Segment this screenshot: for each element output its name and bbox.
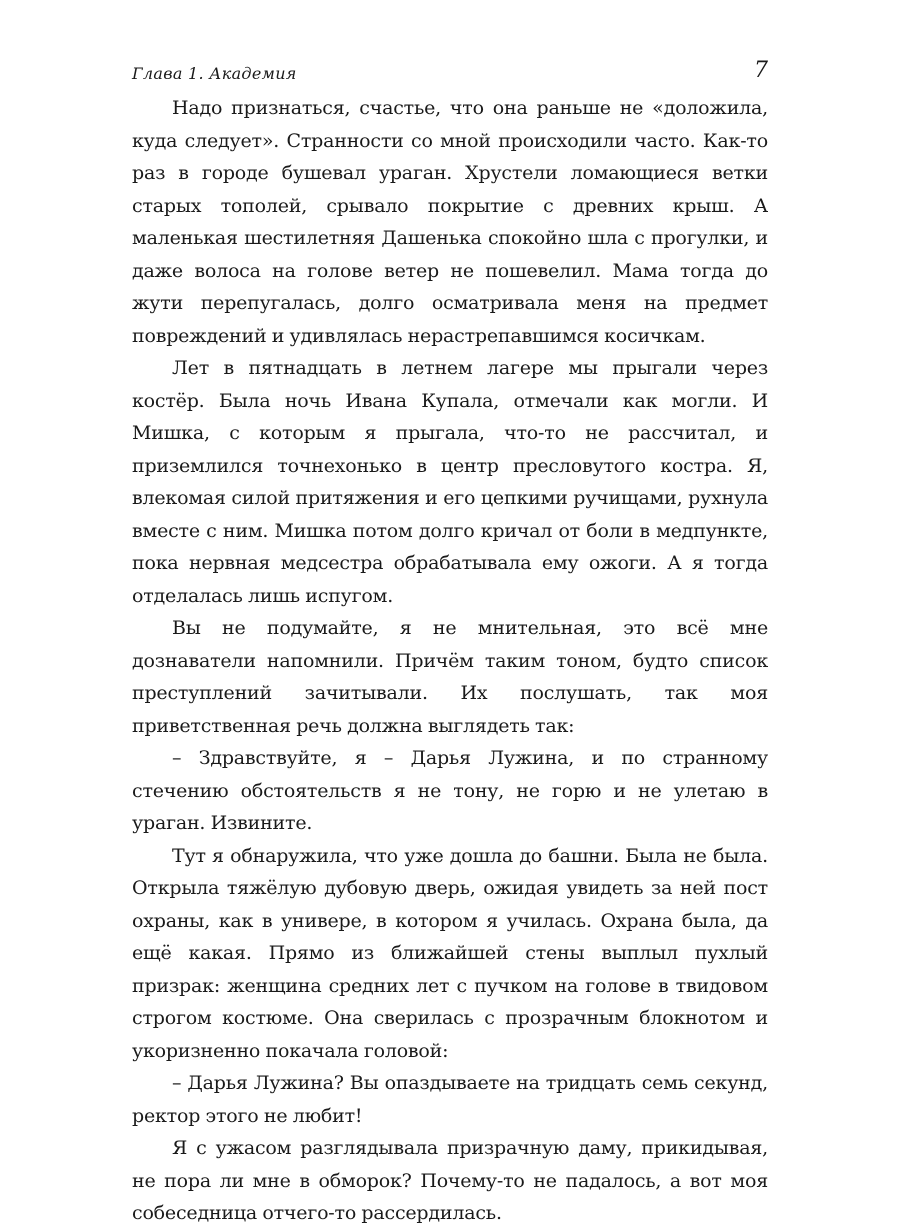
running-header <box>132 58 768 88</box>
body-text <box>132 92 768 1230</box>
dialogue-paragraph: – Дарья Лужина? Вы опаздываете на тридцать семь секунд, ректор этого не любит! <box>132 1072 768 1127</box>
paragraph: Лет в пятнадцать в летнем лагере мы прыгали через костёр. Была ночь Ивана Купала, отмечали как могли. И Мишка, с которым я прыгала, что-то не рассчитал, и приземлился точнехонько в центр пресловутого костра. Я, влекомая силой притяжения и его цепкими ручищами, рухнула вместе с ним. Мишка потом долго кричал от боли в медпункте, пока нервная медсестра обрабатывала ему ожоги. А я тогда отделалась лишь испугом. <box>132 357 768 607</box>
dialogue-paragraph: – Здравствуйте, я – Дарья Лужина, и по странному стечению обстоятельств я не тону, не горю и не улетаю в ураган. Извините. <box>132 747 768 834</box>
paragraph: Вы не подумайте, я не мнительная, это всё мне дознаватели напомнили. Причём таким тоном, будто список преступлений зачитывали. Их послушать, так моя приветственная речь должна выглядеть так: <box>132 617 768 737</box>
chapter-title: Глава 1. Академия <box>132 64 297 83</box>
paragraph: Надо признаться, счастье, что она раньше не «доложила, куда следует». Странности со мной происходили часто. Как-то раз в городе бушевал ураган. Хрустели ломающиеся ветки старых тополей, срывало покрытие с древних крыш. А маленькая шестилетняя Дашенька спокойно шла с прогулки, и даже волоса на голове ветер не пошевелил. Мама тогда до жути перепугалась, долго осматривала меня на предмет повреждений и удивлялась нерастрепавшимся косичкам. <box>132 97 768 347</box>
paragraph: Тут я обнаружила, что уже дошла до башни. Была не была. Открыла тяжёлую дубовую дверь, ожидая увидеть за ней пост охраны, как в универе, в котором я училась. Охрана была, да ещё какая. Прямо из ближайшей стены выплыл пухлый призрак: женщина средних лет с пучком на голове в твидовом строгом костюме. Она сверилась с прозрачным блокнотом и укоризненно покачала головой: <box>132 844 768 1062</box>
page-number: 7 <box>754 58 768 83</box>
paragraph: Я с ужасом разглядывала призрачную даму, прикидывая, не пора ли мне в обморок? Почему-то не падалось, а вот моя собеседница отчего-то рассердилась. <box>132 1137 768 1224</box>
